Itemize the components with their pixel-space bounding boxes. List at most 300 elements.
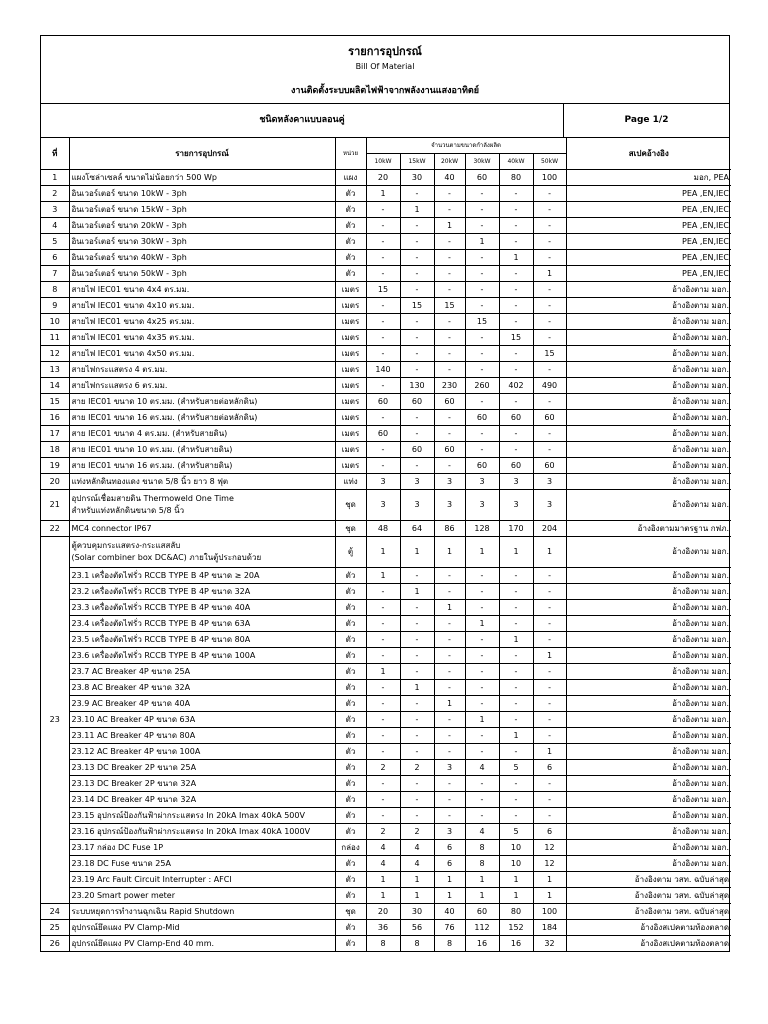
quantity: - (434, 330, 465, 346)
item-name: 23.12 AC Breaker 4P ขนาด 100A (69, 744, 335, 760)
row-number: 4 (41, 218, 69, 234)
quantity: - (533, 234, 566, 250)
quantity: - (400, 330, 434, 346)
quantity: - (465, 298, 499, 314)
row-number: 21 (41, 490, 69, 521)
quantity: 16 (499, 936, 533, 952)
item-name: สาย IEC01 ขนาด 10 ตร.มม. (สำหรับสายต่อหลักดิน) (69, 394, 335, 410)
quantity: - (465, 330, 499, 346)
quantity: 1 (434, 872, 465, 888)
row-number: 13 (41, 362, 69, 378)
quantity: 2 (400, 760, 434, 776)
quantity: - (366, 728, 400, 744)
table-row (41, 648, 731, 664)
col-ref: สเปคอ้างอิง (566, 138, 731, 170)
quantity: 2 (366, 824, 400, 840)
quantity: 60 (465, 458, 499, 474)
quantity: 1 (400, 202, 434, 218)
unit: ตัว (335, 728, 366, 744)
row-number: 26 (41, 936, 69, 952)
quantity: 1 (533, 648, 566, 664)
quantity: - (499, 234, 533, 250)
item-name: 23.13 DC Breaker 2P ขนาด 25A (69, 760, 335, 776)
quantity: 8 (465, 840, 499, 856)
table-row (41, 474, 731, 490)
quantity: - (366, 330, 400, 346)
quantity: 60 (533, 458, 566, 474)
quantity: 3 (434, 474, 465, 490)
row-number: 17 (41, 426, 69, 442)
spec-reference: อ้างอิงตาม มอก. (566, 584, 731, 600)
unit: เมตร (335, 442, 366, 458)
quantity: - (366, 808, 400, 824)
quantity: - (400, 266, 434, 282)
table-row (41, 792, 731, 808)
unit: ตัว (335, 600, 366, 616)
spec-reference: อ้างอิงตาม มอก. (566, 680, 731, 696)
unit: ตัว (335, 266, 366, 282)
quantity: - (533, 298, 566, 314)
row-number: 6 (41, 250, 69, 266)
quantity: - (533, 250, 566, 266)
quantity: - (465, 250, 499, 266)
spec-reference: อ้างอิงตาม มอก. (566, 474, 731, 490)
quantity: - (400, 346, 434, 362)
quantity: - (366, 442, 400, 458)
quantity: - (465, 442, 499, 458)
quantity: 1 (465, 872, 499, 888)
quantity: 20 (366, 904, 400, 920)
quantity: 60 (366, 394, 400, 410)
spec-reference: อ้างอิงตาม มอก. (566, 410, 731, 426)
item-name: สายไฟ IEC01 ขนาด 4x50 ตร.มม. (69, 346, 335, 362)
item-name: 23.7 AC Breaker 4P ขนาด 25A (69, 664, 335, 680)
table-row (41, 330, 731, 346)
item-name: 23.6 เครื่องตัดไฟรั่ว RCCB TYPE B 4P ขนาด 100A (69, 648, 335, 664)
quantity: - (465, 744, 499, 760)
unit: ตัว (335, 824, 366, 840)
quantity: - (499, 712, 533, 728)
table-row (41, 920, 731, 936)
quantity: 1 (465, 234, 499, 250)
quantity: 15 (533, 346, 566, 362)
unit: เมตร (335, 298, 366, 314)
table-row (41, 346, 731, 362)
spec-reference: อ้างอิงตาม มอก. (566, 776, 731, 792)
item-line: สำหรับแท่งหลักดินขนาด 5/8 นิ้ว (71, 506, 185, 515)
quantity: - (465, 696, 499, 712)
quantity: - (434, 186, 465, 202)
row-number: 2 (41, 186, 69, 202)
quantity: 1 (465, 888, 499, 904)
column-header-row (41, 138, 731, 154)
quantity: 60 (434, 394, 465, 410)
spec-reference: อ้างอิงตาม มอก. (566, 696, 731, 712)
quantity: - (465, 600, 499, 616)
table-row (41, 904, 731, 920)
table-row (41, 616, 731, 632)
quantity: - (400, 728, 434, 744)
bom-sheet (40, 35, 730, 952)
quantity: - (465, 632, 499, 648)
item-name: 23.18 DC Fuse ขนาด 25A (69, 856, 335, 872)
quantity: - (400, 648, 434, 664)
quantity: - (434, 648, 465, 664)
col-size: 30kW (465, 154, 499, 170)
quantity: 1 (499, 632, 533, 648)
table-row (41, 776, 731, 792)
unit: เมตร (335, 378, 366, 394)
row-number: 23 (41, 537, 69, 904)
unit: ตัว (335, 616, 366, 632)
spec-reference: อ้างอิงตาม มอก. (566, 282, 731, 298)
quantity: - (465, 218, 499, 234)
item-name: สาย IEC01 ขนาด 16 ตร.มม. (สำหรับสายดิน) (69, 458, 335, 474)
unit: ตัว (335, 250, 366, 266)
quantity: - (434, 282, 465, 298)
quantity: 184 (533, 920, 566, 936)
quantity: - (400, 664, 434, 680)
quantity: - (400, 186, 434, 202)
item-name: 23.11 AC Breaker 4P ขนาด 80A (69, 728, 335, 744)
table-row (41, 266, 731, 282)
quantity: 1 (366, 186, 400, 202)
quantity: - (465, 648, 499, 664)
table-row (41, 170, 731, 186)
quantity: 170 (499, 521, 533, 537)
spec-reference: อ้างอิงตาม มอก. (566, 490, 731, 521)
quantity: 100 (533, 170, 566, 186)
quantity: - (499, 282, 533, 298)
quantity: 1 (434, 696, 465, 712)
quantity: - (465, 808, 499, 824)
quantity: - (400, 696, 434, 712)
row-number: 5 (41, 234, 69, 250)
quantity: 3 (400, 490, 434, 521)
quantity: 60 (465, 904, 499, 920)
unit: ตัว (335, 234, 366, 250)
spec-reference: อ้างอิงตาม มอก. (566, 808, 731, 824)
spec-reference: PEA ,EN,IEC (566, 186, 731, 202)
spec-reference: อ้างอิงตาม มอก. (566, 346, 731, 362)
spec-reference: อ้างอิงตาม มอก. (566, 426, 731, 442)
roof-type: ชนิดหลังคาแบบลอนคู่ (41, 104, 564, 137)
spec-reference: อ้างอิงตาม มอก. (566, 648, 731, 664)
quantity: - (366, 584, 400, 600)
table-row (41, 378, 731, 394)
quantity: - (533, 664, 566, 680)
quantity: - (465, 394, 499, 410)
table-row (41, 872, 731, 888)
quantity: - (533, 568, 566, 584)
quantity: 4 (465, 824, 499, 840)
item-line: ตู้ควบคุมกระแสตรง-กระแสสลับ (71, 541, 181, 550)
unit: ตัว (335, 888, 366, 904)
quantity: - (533, 584, 566, 600)
quantity: 1 (434, 537, 465, 568)
quantity: - (533, 680, 566, 696)
quantity: 56 (400, 920, 434, 936)
spec-reference: อ้างอิงตาม มอก. (566, 568, 731, 584)
quantity: 1 (366, 888, 400, 904)
item-line: (Solar combiner box DC&AC) ภายในตู้ประกอบด้วย (71, 553, 262, 562)
table-row (41, 282, 731, 298)
quantity: 6 (533, 824, 566, 840)
quantity: 86 (434, 521, 465, 537)
quantity: 1 (465, 616, 499, 632)
unit: เมตร (335, 394, 366, 410)
quantity: - (533, 202, 566, 218)
unit: ตัว (335, 696, 366, 712)
spec-reference: PEA ,EN,IEC (566, 234, 731, 250)
item-name: 23.10 AC Breaker 4P ขนาด 63A (69, 712, 335, 728)
quantity: - (400, 410, 434, 426)
quantity: 130 (400, 378, 434, 394)
quantity: 3 (533, 474, 566, 490)
unit: ตัว (335, 648, 366, 664)
quantity: 80 (499, 170, 533, 186)
spec-reference: อ้างอิงตาม มอก. (566, 856, 731, 872)
table-row (41, 936, 731, 952)
spec-reference: อ้างอิงตาม มอก. (566, 537, 731, 568)
quantity: - (434, 664, 465, 680)
table-row (41, 840, 731, 856)
quantity: 128 (465, 521, 499, 537)
table-row (41, 696, 731, 712)
spec-reference: PEA ,EN,IEC (566, 266, 731, 282)
quantity: 36 (366, 920, 400, 936)
quantity: - (366, 410, 400, 426)
table-row (41, 856, 731, 872)
quantity: - (465, 728, 499, 744)
quantity: 4 (400, 856, 434, 872)
quantity: - (533, 426, 566, 442)
quantity: 5 (499, 760, 533, 776)
quantity: 60 (465, 170, 499, 186)
quantity: - (499, 266, 533, 282)
quantity: 30 (400, 170, 434, 186)
quantity: - (400, 792, 434, 808)
col-size: 40kW (499, 154, 533, 170)
spec-reference: อ้างอิงตาม มอก. (566, 760, 731, 776)
spec-reference: อ้างอิงตาม มอก. (566, 712, 731, 728)
quantity: - (366, 648, 400, 664)
quantity: - (366, 744, 400, 760)
quantity: - (499, 426, 533, 442)
quantity: - (499, 394, 533, 410)
quantity: 1 (533, 744, 566, 760)
quantity: - (465, 362, 499, 378)
quantity: 20 (366, 170, 400, 186)
item-name: สาย IEC01 ขนาด 10 ตร.มม. (สำหรับสายดิน) (69, 442, 335, 458)
item-name: แผงโซล่าเซลล์ ขนาดไม่น้อยกว่า 500 Wp (69, 170, 335, 186)
quantity: 8 (366, 936, 400, 952)
unit: เมตร (335, 346, 366, 362)
row-number: 9 (41, 298, 69, 314)
quantity: - (434, 632, 465, 648)
quantity: - (499, 616, 533, 632)
bom-body (41, 170, 731, 952)
spec-reference: อ้างอิงสเปคตามท้องตลาด (566, 920, 731, 936)
item-name: 23.17 กล่อง DC Fuse 1P (69, 840, 335, 856)
unit: ตัว (335, 936, 366, 952)
quantity: - (400, 218, 434, 234)
quantity: - (366, 314, 400, 330)
table-row (41, 362, 731, 378)
quantity: - (533, 696, 566, 712)
row-number: 3 (41, 202, 69, 218)
quantity: - (499, 808, 533, 824)
quantity: - (434, 792, 465, 808)
row-number: 16 (41, 410, 69, 426)
unit: ตัว (335, 186, 366, 202)
table-row (41, 394, 731, 410)
quantity: - (400, 712, 434, 728)
quantity: - (400, 282, 434, 298)
table-row (41, 728, 731, 744)
table-row (41, 632, 731, 648)
item-name: อินเวอร์เตอร์ ขนาด 20kW - 3ph (69, 218, 335, 234)
spec-reference: อ้างอิงตาม มอก. (566, 616, 731, 632)
quantity: - (499, 664, 533, 680)
table-row (41, 250, 731, 266)
item-name: อินเวอร์เตอร์ ขนาด 30kW - 3ph (69, 234, 335, 250)
quantity: - (434, 266, 465, 282)
quantity: - (366, 776, 400, 792)
quantity: - (465, 584, 499, 600)
quantity: 3 (499, 474, 533, 490)
quantity: - (400, 744, 434, 760)
spec-reference: PEA ,EN,IEC (566, 250, 731, 266)
quantity: 112 (465, 920, 499, 936)
title-thai: รายการอุปกรณ์ (348, 45, 422, 58)
quantity: - (465, 346, 499, 362)
quantity: - (533, 362, 566, 378)
col-size: 15kW (400, 154, 434, 170)
quantity: - (366, 234, 400, 250)
quantity: - (465, 792, 499, 808)
quantity: 1 (366, 537, 400, 568)
unit: ตัว (335, 744, 366, 760)
item-name: ระบบหยุดการทำงานฉุกเฉิน Rapid Shutdown (69, 904, 335, 920)
quantity: - (533, 712, 566, 728)
quantity: - (366, 712, 400, 728)
item-name: แท่งหลักดินทองแดง ขนาด 5/8 นิ้ว ยาว 8 ฟุต (69, 474, 335, 490)
quantity: - (499, 568, 533, 584)
sub-header (41, 104, 729, 138)
unit: ตัว (335, 202, 366, 218)
table-row (41, 568, 731, 584)
quantity: 40 (434, 170, 465, 186)
item-name: 23.19 Arc Fault Circuit Interrupter : AFCI (69, 872, 335, 888)
item-name: สาย IEC01 ขนาด 4 ตร.มม. (สำหรับสายดิน) (69, 426, 335, 442)
quantity: 60 (533, 410, 566, 426)
quantity: 3 (366, 490, 400, 521)
quantity: 60 (465, 410, 499, 426)
quantity: - (434, 712, 465, 728)
item-name: 23.1 เครื่องตัดไฟรั่ว RCCB TYPE B 4P ขนาด ≥ 20A (69, 568, 335, 584)
quantity: - (366, 458, 400, 474)
table-row (41, 680, 731, 696)
unit: ชุด (335, 904, 366, 920)
page-number: Page 1/2 (624, 115, 669, 125)
quantity: 6 (434, 856, 465, 872)
quantity: - (533, 330, 566, 346)
spec-reference: อ้างอิงตาม มอก. (566, 840, 731, 856)
quantity: - (366, 616, 400, 632)
quantity: - (499, 314, 533, 330)
spec-reference: อ้างอิงตาม มอก. (566, 744, 731, 760)
unit: แผง (335, 170, 366, 186)
quantity: 3 (434, 760, 465, 776)
quantity: - (400, 362, 434, 378)
quantity: 60 (400, 442, 434, 458)
item-name: สาย IEC01 ขนาด 16 ตร.มม. (สำหรับสายต่อหลักดิน) (69, 410, 335, 426)
row-number: 8 (41, 282, 69, 298)
unit: เมตร (335, 426, 366, 442)
quantity: - (499, 442, 533, 458)
quantity: - (400, 600, 434, 616)
item-name (69, 537, 335, 568)
unit: ตัว (335, 760, 366, 776)
quantity: 230 (434, 378, 465, 394)
quantity: - (465, 776, 499, 792)
quantity: - (533, 218, 566, 234)
quantity: 3 (465, 474, 499, 490)
spec-reference: PEA ,EN,IEC (566, 202, 731, 218)
quantity: - (366, 378, 400, 394)
quantity: - (499, 648, 533, 664)
item-name: สายไฟ IEC01 ขนาด 4x4 ตร.มม. (69, 282, 335, 298)
quantity: 1 (499, 872, 533, 888)
quantity: 1 (499, 888, 533, 904)
quantity: 152 (499, 920, 533, 936)
quantity: - (465, 186, 499, 202)
quantity: - (366, 696, 400, 712)
quantity: - (465, 202, 499, 218)
quantity: - (366, 266, 400, 282)
item-name (69, 490, 335, 521)
col-no: ที่ (41, 138, 69, 170)
table-row (41, 584, 731, 600)
quantity: - (533, 282, 566, 298)
quantity: 1 (400, 537, 434, 568)
table-row (41, 600, 731, 616)
unit: ตัว (335, 664, 366, 680)
quantity: 260 (465, 378, 499, 394)
quantity: - (533, 394, 566, 410)
quantity: - (533, 442, 566, 458)
unit: ตัว (335, 792, 366, 808)
quantity: - (400, 426, 434, 442)
quantity: 3 (400, 474, 434, 490)
quantity: - (434, 458, 465, 474)
spec-reference: อ้างอิงตาม มอก. (566, 458, 731, 474)
quantity: 60 (499, 410, 533, 426)
quantity: - (533, 728, 566, 744)
quantity: 60 (434, 442, 465, 458)
quantity: - (400, 234, 434, 250)
quantity: - (434, 744, 465, 760)
quantity: 6 (434, 840, 465, 856)
quantity: - (434, 808, 465, 824)
quantity: - (499, 202, 533, 218)
quantity: 15 (400, 298, 434, 314)
quantity: - (366, 298, 400, 314)
spec-reference: อ้างอิงตาม มอก. (566, 664, 731, 680)
table-row (41, 537, 731, 568)
row-number: 14 (41, 378, 69, 394)
